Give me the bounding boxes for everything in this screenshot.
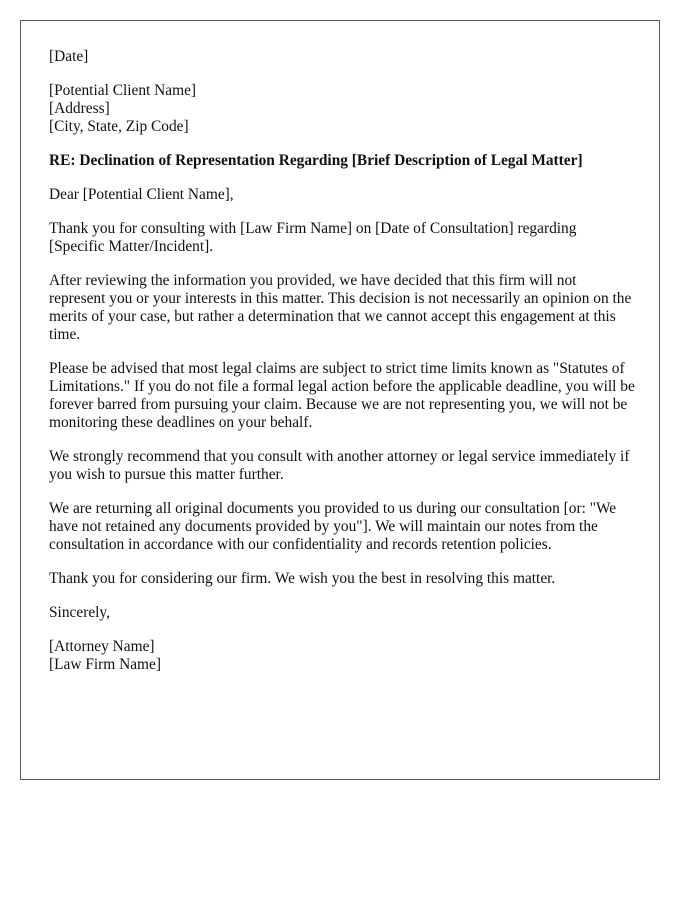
letter-subject: RE: Declination of Representation Regarding [Brief Description of Legal Matter] xyxy=(49,152,583,169)
paragraph-decision: After reviewing the information you provided, we have decided that this firm will not represent you or your interests in this matter. This decision is not necessarily an opinion on the merits of your case, but rather a determination that we cannot accept this engagement at this time. xyxy=(49,272,632,343)
recipient-address-block xyxy=(49,82,635,136)
letter-closing: Sincerely, xyxy=(49,604,110,621)
paragraph-closing-wishes: Thank you for considering our firm. We wish you the best in resolving this matter. xyxy=(49,570,556,587)
letter-date: [Date] xyxy=(49,48,89,65)
recipient-name: [Potential Client Name] xyxy=(49,82,197,99)
recipient-address: [Address] xyxy=(49,100,110,117)
paragraph-recommendation: We strongly recommend that you consult with another attorney or legal service immediately if you wish to pursue this matter further. xyxy=(49,448,630,483)
paragraph-documents: We are returning all original documents you provided to us during our consultation [or: "We have not retained any documents provided by you"]. We will maintain our notes from the consultation in accordance with our confidentiality and records retention policies. xyxy=(49,500,617,553)
recipient-city-state-zip: [City, State, Zip Code] xyxy=(49,118,189,135)
signature-firm-name: [Law Firm Name] xyxy=(49,656,161,673)
paragraph-consultation-thanks: Thank you for consulting with [Law Firm Name] on [Date of Consultation] regarding [Specific Matter/Incident]. xyxy=(49,220,577,255)
letter-page xyxy=(20,20,660,780)
signature-attorney-name: [Attorney Name] xyxy=(49,638,155,655)
letter-body xyxy=(49,48,635,690)
letter-salutation: Dear [Potential Client Name], xyxy=(49,186,234,203)
paragraph-statute-of-limitations: Please be advised that most legal claims are subject to strict time limits known as "Statutes of Limitations." If you do not file a formal legal action before the applicable deadline, you will be forever barred from pursuing your claim. Because we are not representing you, we will not be monitoring these deadlines on your behalf. xyxy=(49,360,635,431)
signature-block xyxy=(49,638,635,674)
letter-date-block xyxy=(49,48,635,66)
